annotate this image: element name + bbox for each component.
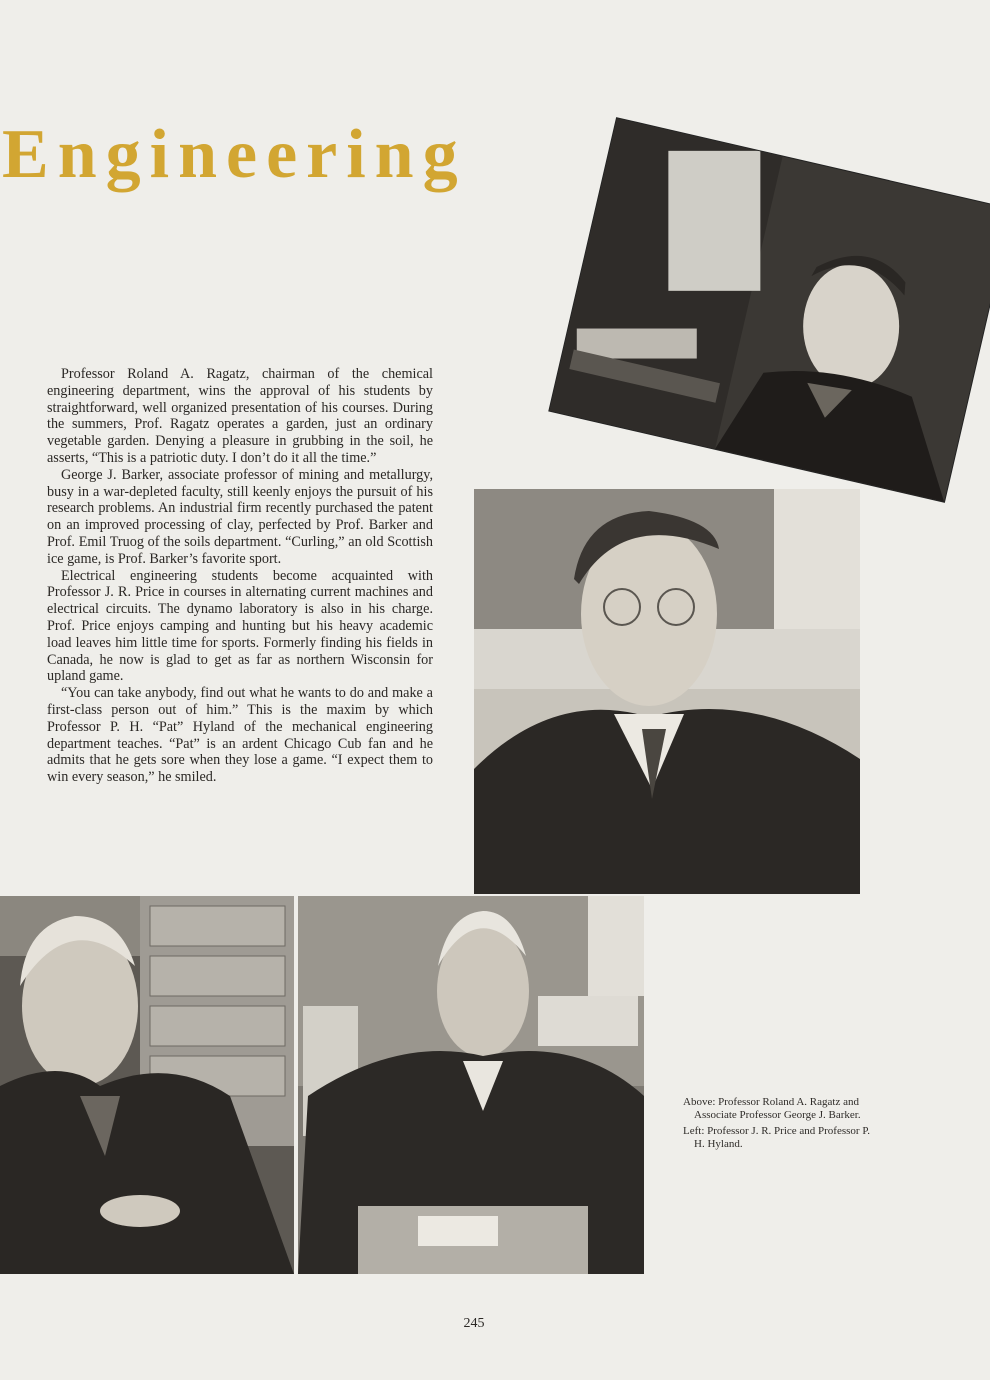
paragraph-barker: George J. Barker, associate professor of mining and metallurgy, busy in a war-depleted faculty, still keenly enjoys the pursuit of his research problems. An industrial firm recently purchased the patent on an improved processing of clay, perfected by Prof. Barker and Prof. Emil Truog of the soils department. “Curling,” an old Scottish ice game, is Prof. Barker’s favorite sport.	[47, 466, 433, 567]
caption-above: Above: Professor Roland A. Ragatz and Associate Professor George J. Barker.	[683, 1096, 861, 1121]
caption-left: Left: Professor J. R. Price and Professor P. H. Hyland.	[683, 1125, 870, 1150]
article-body	[47, 366, 433, 786]
photo-barker	[474, 489, 860, 894]
paragraph-price: Electrical engineering students become acquainted with Professor J. R. Price in courses in alternating current machines and electrical circuits. The dynamo laboratory is also in his charge. Prof. Price enjoys camping and hunting but his heavy academic load leaves him little time for sports. Formerly finding his fields in Canada, he now is glad to get as far as northern Wisconsin for upland game.	[47, 567, 433, 685]
page-number: 245	[463, 1316, 485, 1331]
paragraph-ragatz: Professor Roland A. Ragatz, chairman of the chemical engineering department, wins the approval of his students by straightforward, well organized presentation of his courses. During the summers, Prof. Ragatz operates a garden, just an ordinary vegetable garden. Denying a pleasure in grubbing in the soil, he asserts, “This is a patriotic duty. I don’t do it all the time.”	[47, 366, 433, 466]
photo-hyland	[298, 896, 644, 1274]
photo-ragatz	[549, 118, 990, 501]
page-title: Engineering	[2, 116, 467, 193]
paragraph-hyland: “You can take anybody, find out what he wants to do and make a first-class person out of him.” This is the maxim by which Professor P. H. “Pat” Hyland of the mechanical engineering department teaches. “Pat” is an ardent Chicago Cub fan and he admits that he gets sore when they lose a game. “I expect them to win every season,” he smiled.	[47, 685, 433, 786]
photo-price	[0, 896, 294, 1274]
photo-captions	[683, 1096, 883, 1154]
